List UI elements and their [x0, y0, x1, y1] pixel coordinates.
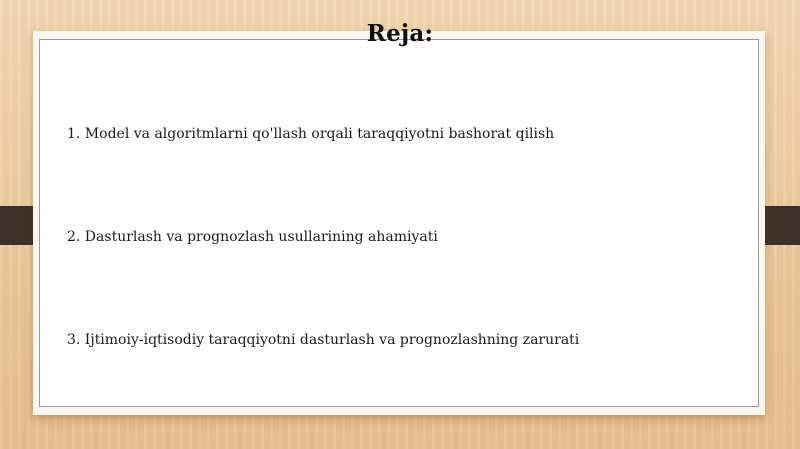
slide-paper — [39, 39, 759, 407]
agenda-item-3: 3. Ijtimoiy-iqtisodiy taraqqiyotni dasturlash va prognozlashning zarurati — [67, 332, 580, 348]
agenda-item-2: 2. Dasturlash va prognozlash usullarining ahamiyati — [67, 229, 438, 245]
slide-title: Reja: — [366, 20, 434, 47]
slide-card — [33, 31, 765, 415]
agenda-item-1: 1. Model va algoritmlarni qo'llash orqali taraqqiyotni bashorat qilish — [67, 126, 555, 142]
